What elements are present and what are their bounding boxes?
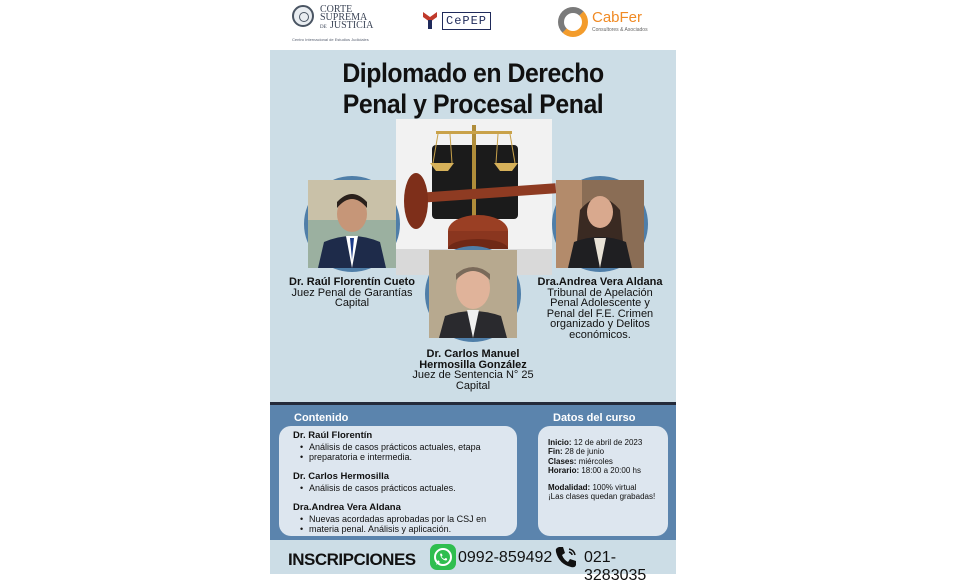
speaker-center-role-2: Capital (455, 379, 491, 392)
horario-value: 18:00 a 20:00 hs (581, 465, 641, 475)
footer (270, 540, 676, 584)
datos-heading: Datos del curso (553, 412, 636, 424)
speaker-center-caption (398, 349, 548, 391)
contenido-block-2-item-1: • Análisis de casos prácticos actuales. (293, 483, 513, 493)
cepep-mark-icon (422, 10, 438, 30)
contenido-box (279, 426, 517, 536)
poster (270, 0, 676, 584)
fin-label: Fin: (548, 447, 563, 457)
info-band (270, 402, 676, 540)
speaker-left-role-2: Capital (334, 297, 370, 309)
cabfer-mark-icon (558, 7, 588, 37)
csj-logo (292, 5, 382, 43)
speaker-left-name: Dr. Raúl Florentín Cueto (289, 276, 415, 288)
csj-line-3: DE (320, 25, 327, 30)
speaker-right-role-4: organizado y Delitos (550, 318, 650, 330)
speaker-left-caption (280, 277, 424, 309)
horario-label: Horario: (548, 465, 580, 475)
contenido-list (293, 430, 513, 534)
csj-line-4: JUSTICIA (330, 20, 374, 31)
cabfer-wordmark: CabFer (592, 9, 643, 26)
speaker-right-role-1: Tribunal de Apelación (547, 286, 653, 299)
speaker-left-role-1: Juez Penal de Garantías (291, 286, 413, 299)
speaker-photo-carlos (425, 246, 521, 342)
speaker-right-role-5: económicos. (569, 328, 631, 341)
contenido-block-3-item-1: • Nuevas acordadas aprobadas por la CSJ en (293, 514, 513, 524)
logo-bar (270, 0, 676, 50)
clases-label: Clases: (548, 456, 577, 466)
telefono-number[interactable]: 021-3283035 (584, 549, 647, 584)
speaker-photo-andrea (552, 176, 648, 272)
speaker-right-role-3: Penal del F.E. Crimen (546, 307, 654, 320)
inscripciones-label: INSCRIPCIONES (288, 550, 416, 569)
grabadas-note: ¡Las clases quedan grabadas! (548, 492, 656, 502)
contenido-block-1-item-1: • Análisis de casos prácticos actuales, etapa (293, 442, 513, 452)
phone-icon (553, 544, 579, 570)
cepep-logo (422, 10, 504, 36)
fin-value: 28 de junio (564, 447, 605, 457)
datos-box (538, 426, 668, 536)
speaker-center-name-2: Hermosilla González (419, 358, 527, 371)
csj-line-1: CORTE (320, 4, 353, 15)
speaker-right-role-2: Penal Adolescente y (550, 297, 650, 309)
datos-list (548, 438, 655, 502)
csj-subtitle: Centro Internacional de Estudios Judiciales (292, 37, 369, 42)
contenido-block-3-item-2: • materia penal. Análisis y aplicación. (293, 524, 513, 534)
cabfer-logo (558, 7, 668, 41)
speaker-center-name-1: Dr. Carlos Manuel (426, 348, 520, 360)
inicio-value: 12 de abril de 2023 (573, 438, 643, 447)
modalidad-value: 100% virtual (592, 483, 637, 493)
speaker-right-name: Dra.Andrea Vera Aldana (537, 276, 663, 288)
title-line-1: Diplomado en Derecho (342, 58, 604, 88)
csj-line-2: SUPREMA (320, 12, 368, 23)
speaker-right-caption (526, 277, 674, 340)
cepep-wordmark: CePEP (442, 12, 491, 30)
whatsapp-number[interactable]: 0992-859492 (458, 549, 553, 566)
inicio-label: Inicio: (548, 438, 572, 447)
contenido-block-1-title: Dr. Raúl Florentín (293, 430, 373, 441)
contenido-block-1-item-2: • preparatoria e intermedia. (293, 452, 513, 462)
speaker-center-role-1: Juez de Sentencia N° 25 (412, 369, 534, 381)
whatsapp-icon (430, 544, 456, 570)
title-line-2: Penal y Procesal Penal (342, 89, 604, 119)
speaker-photo-raul (304, 176, 400, 272)
csj-seal-icon (292, 5, 314, 27)
cabfer-subtitle: Consultores & Asociados (592, 27, 648, 33)
contenido-block-2-title: Dr. Carlos Hermosilla (293, 471, 390, 482)
contenido-heading: Contenido (294, 412, 349, 424)
modalidad-label: Modalidad: (548, 483, 591, 493)
clases-value: miércoles (578, 456, 613, 466)
contenido-block-3-title: Dra.Andrea Vera Aldana (293, 502, 401, 513)
